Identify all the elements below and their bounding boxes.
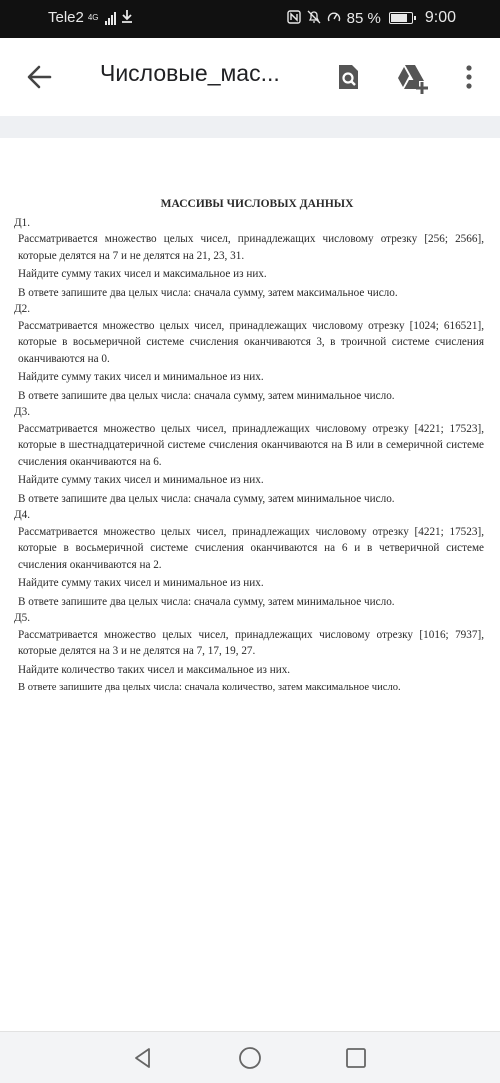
task-text: Рассматривается множество целых чисел, принадлежащих числовому отрезку [1024; 616521], которые в восьмеричной системе счисления оканчиваются 3, в троичной системе счисления оканчиваются на 0. xyxy=(18,319,484,365)
task-question: Найдите сумму таких чисел и минимальное из них. xyxy=(18,371,264,383)
task-d3 xyxy=(14,404,484,507)
task-d1 xyxy=(14,215,484,302)
task-answer: В ответе запишите два целых числа: сначала сумму, затем минимальное число. xyxy=(18,595,395,608)
network-type: 4G xyxy=(87,13,99,22)
battery-fill xyxy=(391,14,407,22)
home-circle-icon[interactable] xyxy=(238,1046,262,1070)
document-content xyxy=(14,196,484,697)
task-text: Рассматривается множество целых чисел, принадлежащих числовому отрезку [1016; 7937], которые делятся на 3 и не делятся на 7, 17, 19, 27. xyxy=(18,628,484,657)
status-left xyxy=(48,9,134,26)
task-label: Д1. xyxy=(14,216,31,229)
download-icon xyxy=(120,9,134,26)
document-heading: МАССИВЫ ЧИСЛОВЫХ ДАННЫХ xyxy=(160,198,354,210)
app-bar xyxy=(0,38,500,116)
back-triangle-icon[interactable] xyxy=(131,1046,155,1070)
task-question: Найдите сумму таких чисел и максимальное из них. xyxy=(18,268,267,280)
task-label: Д2. xyxy=(14,303,31,315)
task-text: Рассматривается множество целых чисел, принадлежащих числовому отрезку [4221; 17523], которые в восьмеричной системе счисления оканчиваются на 6 и в четверичной системе счисления оканчиваются на 2. xyxy=(18,525,484,571)
task-d5 xyxy=(14,610,484,697)
task-label: Д5. xyxy=(14,612,31,624)
nfc-icon xyxy=(287,10,301,27)
back-arrow-icon[interactable] xyxy=(22,60,56,94)
task-answer: В ответе запишите два целых числа: сначала количество, затем максимальное число. xyxy=(18,682,401,693)
battery-percent: 85 % xyxy=(346,9,381,27)
task-question: Найдите сумму таких чисел и минимальное из них. xyxy=(18,577,264,589)
task-answer: В ответе запишите два целых числа: сначала сумму, затем минимальное число. xyxy=(18,492,395,505)
task-text: Рассматривается множество целых чисел, принадлежащих числовому отрезку [256; 2566], которые делятся на 7 и не делятся на 21, 23, 31. xyxy=(18,233,484,262)
task-text: Рассматривается множество целых чисел, принадлежащих числовому отрезку [4221; 17523], которые в шестнадцатеричной системе счисления оканчиваются на B или в семеричной системе счисления оканчиваются на 6. xyxy=(18,422,484,468)
speed-icon xyxy=(327,10,341,27)
recents-square-icon[interactable] xyxy=(344,1046,368,1070)
status-right xyxy=(287,9,456,27)
more-vert-icon[interactable] xyxy=(450,58,488,96)
navigation-bar xyxy=(0,1031,500,1083)
document-title: Числовые_мас... xyxy=(100,60,280,86)
document-viewer[interactable] xyxy=(0,116,500,1031)
battery-icon xyxy=(389,12,413,24)
status-bar xyxy=(0,0,500,38)
carrier-name: Tele2 xyxy=(48,9,84,26)
task-d2 xyxy=(14,301,484,404)
task-label: Д4. xyxy=(14,509,31,521)
task-d4 xyxy=(14,507,484,610)
signal-icon xyxy=(105,11,116,25)
document-search-icon[interactable] xyxy=(329,58,367,96)
task-answer: В ответе запишите два целых числа: сначала сумму, затем максимальное число. xyxy=(18,286,398,299)
task-question: Найдите количество таких чисел и максимальное из них. xyxy=(18,663,291,676)
clock: 9:00 xyxy=(424,9,456,26)
drive-add-icon[interactable] xyxy=(392,58,430,96)
mute-icon xyxy=(307,10,321,27)
document-page xyxy=(0,138,500,1031)
task-answer: В ответе запишите два целых числа: сначала сумму, затем минимальное число. xyxy=(18,389,395,402)
task-question: Найдите сумму таких чисел и минимальное из них. xyxy=(18,474,264,486)
task-label: Д3. xyxy=(14,406,31,418)
